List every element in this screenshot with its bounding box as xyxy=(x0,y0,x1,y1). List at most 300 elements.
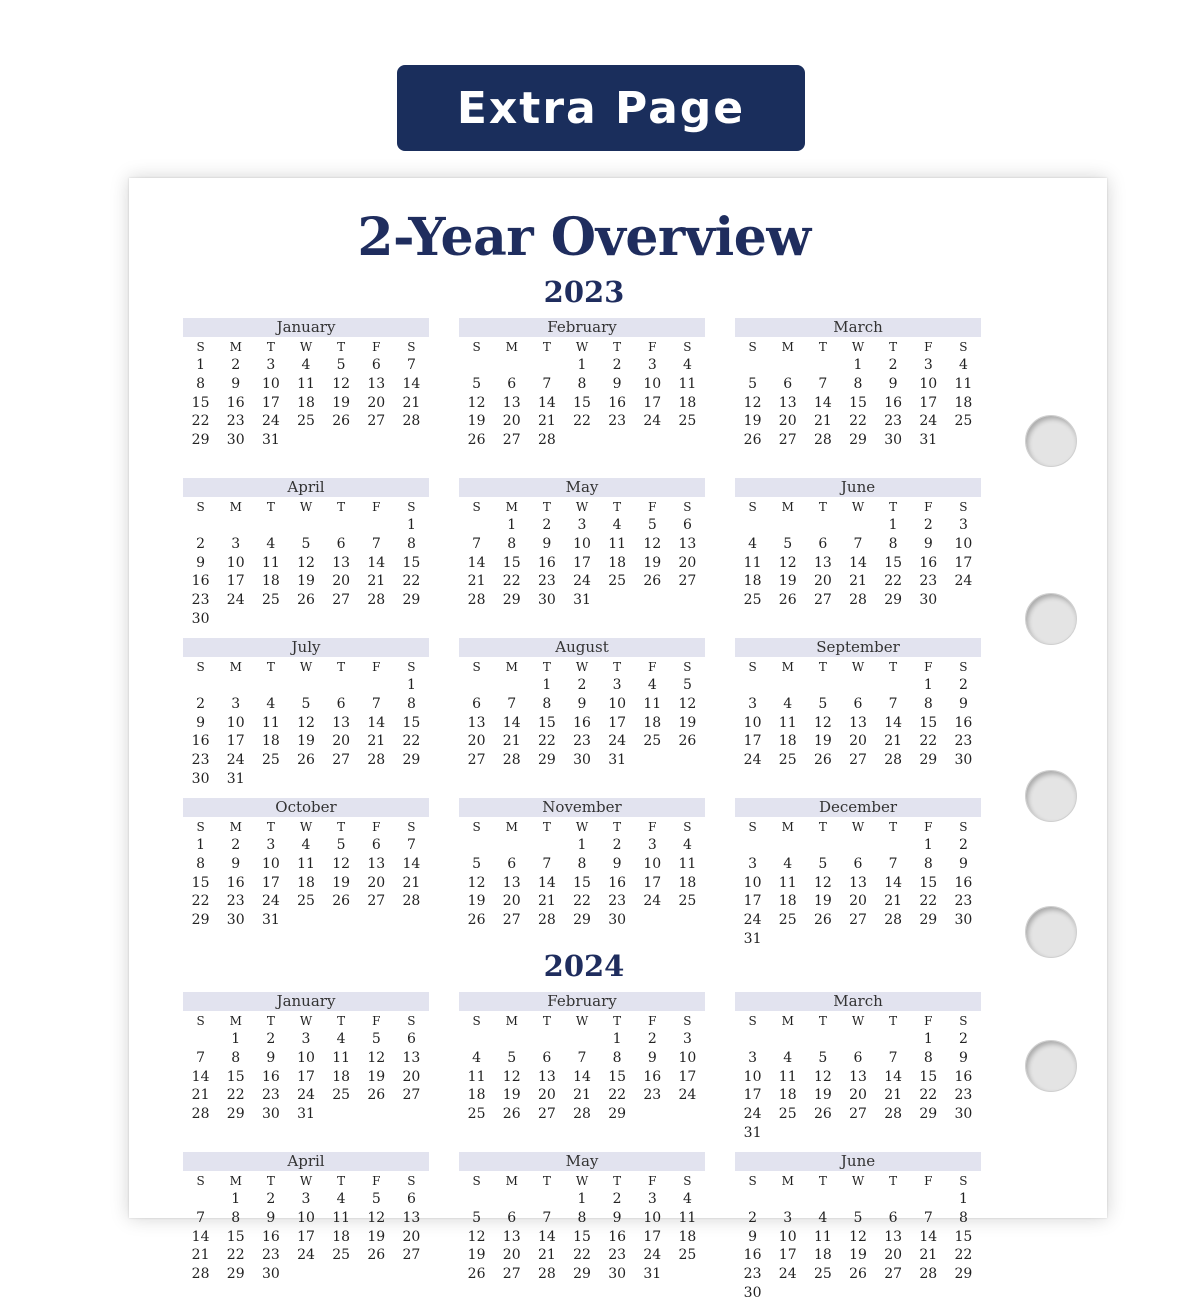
day-number: 18 xyxy=(813,1247,832,1264)
day-number: 6 xyxy=(853,1049,863,1066)
day-number: 24 xyxy=(297,1247,315,1264)
day-number: 12 xyxy=(332,375,351,392)
day-number: 5 xyxy=(818,1049,828,1066)
day-number: 3 xyxy=(266,837,276,853)
day-grid xyxy=(459,1171,705,1284)
empty-day xyxy=(840,1030,875,1049)
day-number: 24 xyxy=(261,413,280,430)
day-grid xyxy=(735,657,981,770)
day-number: 20 xyxy=(367,394,386,411)
day-number: 2 xyxy=(196,695,206,712)
day-number: 5 xyxy=(748,375,758,392)
day-number: 2 xyxy=(748,1209,758,1226)
weekday-header: T xyxy=(337,660,346,674)
day-number: 12 xyxy=(332,855,351,872)
weekday-header: S xyxy=(683,820,692,834)
day-number: 6 xyxy=(507,855,517,872)
day-number: 28 xyxy=(402,413,421,430)
day-number: 4 xyxy=(472,1049,482,1066)
weekday-header: M xyxy=(229,500,242,514)
empty-day xyxy=(840,676,875,695)
day-number: 18 xyxy=(261,733,280,750)
day-number: 23 xyxy=(608,1247,627,1264)
day-number: 17 xyxy=(643,1228,662,1245)
day-number: 25 xyxy=(743,592,762,609)
day-number: 22 xyxy=(849,413,867,430)
day-number: 16 xyxy=(954,874,973,891)
weekday-header: W xyxy=(299,660,313,674)
empty-day xyxy=(770,836,805,855)
empty-day xyxy=(529,836,564,855)
day-number: 9 xyxy=(196,714,206,731)
day-number: 25 xyxy=(297,413,315,430)
day-number: 1 xyxy=(923,1031,933,1047)
weekday-header: T xyxy=(613,500,622,514)
weekday-header: W xyxy=(575,1014,589,1028)
day-number: 20 xyxy=(884,1247,903,1264)
day-number: 9 xyxy=(958,695,968,712)
day-number: 19 xyxy=(813,893,832,910)
day-number: 25 xyxy=(608,573,627,590)
month-name: March xyxy=(735,992,981,1011)
day-number: 27 xyxy=(849,1106,867,1123)
day-number: 8 xyxy=(196,375,206,392)
day-number: 11 xyxy=(261,554,280,571)
day-number: 16 xyxy=(191,733,210,750)
day-number: 26 xyxy=(678,733,697,750)
day-number: 13 xyxy=(778,394,797,411)
day-number: 2 xyxy=(958,1031,968,1047)
day-number: 10 xyxy=(573,535,591,552)
day-number: 8 xyxy=(923,695,933,712)
day-number: 12 xyxy=(297,554,315,571)
day-number: 19 xyxy=(849,1247,867,1264)
month-block xyxy=(459,478,705,610)
day-number: 12 xyxy=(743,394,762,411)
weekday-header: F xyxy=(372,660,381,674)
day-number: 24 xyxy=(261,893,280,910)
day-number: 23 xyxy=(191,592,210,609)
day-number: 7 xyxy=(577,1049,587,1066)
day-number: 10 xyxy=(743,1068,762,1085)
day-number: 18 xyxy=(778,893,797,910)
day-number: 31 xyxy=(919,432,938,449)
day-number: 15 xyxy=(919,1068,938,1085)
day-number: 27 xyxy=(813,592,832,609)
day-number: 18 xyxy=(467,1087,486,1104)
day-number: 16 xyxy=(261,1228,280,1245)
empty-day xyxy=(770,1190,805,1209)
month-block xyxy=(183,798,429,930)
month-block xyxy=(459,1152,705,1284)
day-number: 8 xyxy=(923,1049,933,1066)
day-number: 26 xyxy=(332,893,351,910)
weekday-header: T xyxy=(613,1014,622,1028)
day-number: 19 xyxy=(367,1068,386,1085)
day-number: 27 xyxy=(402,1087,421,1104)
day-number: 11 xyxy=(332,1049,351,1066)
day-number: 5 xyxy=(682,677,692,693)
weekday-header: W xyxy=(851,340,865,354)
day-number: 1 xyxy=(542,677,552,693)
day-number: 29 xyxy=(502,592,521,609)
day-number: 17 xyxy=(743,733,762,750)
day-number: 19 xyxy=(332,874,351,891)
day-number: 19 xyxy=(813,1087,832,1104)
day-number: 7 xyxy=(196,1049,206,1066)
day-number: 14 xyxy=(367,554,386,571)
empty-day xyxy=(459,676,494,695)
day-number: 27 xyxy=(502,1266,521,1283)
day-number: 17 xyxy=(778,1247,797,1264)
day-number: 3 xyxy=(923,357,933,373)
day-number: 21 xyxy=(191,1247,210,1264)
day-number: 20 xyxy=(849,733,867,750)
day-number: 2 xyxy=(542,517,552,533)
day-number: 10 xyxy=(261,375,280,392)
day-number: 27 xyxy=(332,592,351,609)
day-number: 13 xyxy=(402,1049,421,1066)
day-number: 26 xyxy=(813,1106,832,1123)
day-number: 1 xyxy=(231,1031,241,1047)
day-number: 22 xyxy=(191,413,210,430)
day-number: 25 xyxy=(332,1247,351,1264)
month-block xyxy=(735,318,981,450)
weekday-header: W xyxy=(851,500,865,514)
day-number: 24 xyxy=(778,1266,797,1283)
day-number: 7 xyxy=(507,695,517,712)
day-number: 17 xyxy=(643,874,662,891)
weekday-header: F xyxy=(924,340,933,354)
day-number: 19 xyxy=(502,1087,521,1104)
day-number: 26 xyxy=(502,1106,521,1123)
weekday-header: F xyxy=(372,1174,381,1188)
day-number: 8 xyxy=(888,535,898,552)
calendar-page xyxy=(129,178,1107,1301)
day-number: 4 xyxy=(682,1191,692,1207)
day-number: 27 xyxy=(467,752,486,769)
month-name: August xyxy=(459,638,705,657)
weekday-header: T xyxy=(818,660,827,674)
day-number: 6 xyxy=(472,695,482,712)
weekday-header: S xyxy=(748,500,757,514)
weekday-header: F xyxy=(648,660,657,674)
empty-day xyxy=(770,356,805,375)
weekday-header: T xyxy=(542,1014,551,1028)
day-number: 15 xyxy=(402,714,421,731)
day-number: 12 xyxy=(813,714,832,731)
day-number: 19 xyxy=(332,394,351,411)
day-number: 26 xyxy=(297,752,315,769)
day-number: 18 xyxy=(297,394,315,411)
empty-day xyxy=(770,676,805,695)
day-number: 3 xyxy=(682,1031,692,1047)
day-number: 24 xyxy=(678,1087,697,1104)
day-number: 8 xyxy=(577,855,587,872)
weekday-header: S xyxy=(196,1174,205,1188)
day-number: 15 xyxy=(191,394,210,411)
empty-day xyxy=(183,1190,218,1209)
day-number: 4 xyxy=(818,1209,828,1226)
day-number: 14 xyxy=(502,714,521,731)
day-number: 13 xyxy=(367,375,386,392)
day-number: 24 xyxy=(573,573,591,590)
weekday-header: T xyxy=(337,500,346,514)
day-number: 5 xyxy=(301,695,311,712)
day-number: 12 xyxy=(467,394,486,411)
weekday-header: S xyxy=(407,1174,416,1188)
day-number: 6 xyxy=(507,1209,517,1226)
day-number: 23 xyxy=(884,413,903,430)
month-block xyxy=(183,1152,429,1284)
weekday-header: W xyxy=(575,500,589,514)
day-number: 8 xyxy=(577,375,587,392)
day-number: 2 xyxy=(231,837,241,853)
day-number: 7 xyxy=(853,535,863,552)
day-number: 24 xyxy=(643,1247,662,1264)
day-number: 1 xyxy=(406,677,416,693)
day-number: 17 xyxy=(297,1068,315,1085)
day-number: 5 xyxy=(336,357,346,373)
day-number: 13 xyxy=(367,855,386,872)
empty-day xyxy=(735,516,770,535)
day-number: 5 xyxy=(853,1209,863,1226)
day-number: 10 xyxy=(643,375,662,392)
day-number: 17 xyxy=(608,714,627,731)
day-number: 21 xyxy=(402,874,421,891)
day-number: 2 xyxy=(231,357,241,373)
day-number: 30 xyxy=(261,1106,280,1123)
day-number: 5 xyxy=(472,1209,482,1226)
day-number: 3 xyxy=(958,517,968,533)
day-number: 16 xyxy=(643,1068,662,1085)
day-number: 23 xyxy=(954,893,973,910)
day-number: 26 xyxy=(467,432,486,449)
day-grid xyxy=(735,337,981,450)
day-number: 3 xyxy=(301,1191,311,1207)
day-number: 26 xyxy=(778,592,797,609)
day-number: 12 xyxy=(849,1228,867,1245)
day-number: 4 xyxy=(748,535,758,552)
weekday-header: F xyxy=(372,820,381,834)
weekday-header: F xyxy=(372,500,381,514)
day-number: 2 xyxy=(196,535,206,552)
day-number: 28 xyxy=(919,1266,938,1283)
day-number: 23 xyxy=(608,893,627,910)
day-number: 31 xyxy=(743,930,762,947)
day-number: 15 xyxy=(226,1228,245,1245)
day-number: 15 xyxy=(608,1068,627,1085)
weekday-header: W xyxy=(575,1174,589,1188)
day-number: 18 xyxy=(297,874,315,891)
day-number: 13 xyxy=(537,1068,556,1085)
day-number: 28 xyxy=(191,1266,210,1283)
day-number: 13 xyxy=(502,874,521,891)
day-number: 14 xyxy=(813,394,832,411)
day-number: 12 xyxy=(297,714,315,731)
day-number: 26 xyxy=(367,1247,386,1264)
empty-day xyxy=(529,1190,564,1209)
day-number: 25 xyxy=(778,912,797,929)
weekday-header: F xyxy=(648,340,657,354)
binder-hole xyxy=(1025,906,1077,958)
day-number: 20 xyxy=(849,893,867,910)
weekday-header: M xyxy=(781,660,794,674)
day-number: 3 xyxy=(647,837,657,853)
year-heading: 2024 xyxy=(543,949,625,983)
day-number: 22 xyxy=(573,893,591,910)
day-number: 4 xyxy=(612,517,622,533)
weekday-header: S xyxy=(407,340,416,354)
day-number: 16 xyxy=(191,573,210,590)
empty-day xyxy=(359,676,394,695)
empty-day xyxy=(735,1190,770,1209)
day-number: 31 xyxy=(743,1124,762,1141)
weekday-header: T xyxy=(889,660,898,674)
day-number: 1 xyxy=(853,357,863,373)
day-number: 16 xyxy=(261,1068,280,1085)
weekday-header: W xyxy=(299,820,313,834)
empty-day xyxy=(876,676,911,695)
day-number: 15 xyxy=(573,1228,591,1245)
day-number: 6 xyxy=(818,535,828,552)
day-number: 8 xyxy=(196,855,206,872)
month-block xyxy=(459,638,705,770)
empty-day xyxy=(253,676,288,695)
day-number: 23 xyxy=(919,573,938,590)
day-number: 20 xyxy=(537,1087,556,1104)
day-number: 2 xyxy=(923,517,933,533)
day-number: 6 xyxy=(336,695,346,712)
empty-day xyxy=(770,516,805,535)
weekday-header: W xyxy=(851,1014,865,1028)
empty-day xyxy=(840,836,875,855)
day-number: 9 xyxy=(542,535,552,552)
empty-day xyxy=(288,676,323,695)
day-number: 1 xyxy=(923,837,933,853)
weekday-header: T xyxy=(889,340,898,354)
day-number: 2 xyxy=(612,837,622,853)
day-number: 29 xyxy=(402,592,421,609)
day-number: 10 xyxy=(226,714,245,731)
day-number: 5 xyxy=(507,1049,517,1066)
day-number: 3 xyxy=(748,1049,758,1066)
weekday-header: S xyxy=(683,340,692,354)
weekday-header: T xyxy=(266,500,275,514)
day-number: 13 xyxy=(502,1228,521,1245)
day-number: 23 xyxy=(608,413,627,430)
day-number: 27 xyxy=(367,413,386,430)
day-number: 30 xyxy=(608,1266,627,1283)
day-number: 18 xyxy=(954,394,973,411)
weekday-header: M xyxy=(781,340,794,354)
weekday-header: W xyxy=(851,820,865,834)
day-number: 4 xyxy=(336,1031,346,1047)
day-number: 20 xyxy=(849,1087,867,1104)
day-number: 25 xyxy=(678,413,697,430)
day-number: 3 xyxy=(231,695,241,712)
day-number: 18 xyxy=(332,1068,351,1085)
month-block xyxy=(735,1152,981,1303)
day-number: 17 xyxy=(954,554,973,571)
day-number: 9 xyxy=(231,855,241,872)
day-number: 2 xyxy=(266,1191,276,1207)
month-block xyxy=(183,318,429,450)
weekday-header: F xyxy=(924,820,933,834)
weekday-header: S xyxy=(683,660,692,674)
day-number: 22 xyxy=(884,573,903,590)
day-number: 14 xyxy=(573,1068,591,1085)
month-name: April xyxy=(183,1152,429,1171)
day-number: 7 xyxy=(888,695,898,712)
weekday-header: S xyxy=(472,1174,481,1188)
weekday-header: S xyxy=(959,500,968,514)
binder-hole xyxy=(1025,770,1077,822)
day-number: 22 xyxy=(191,893,210,910)
day-number: 3 xyxy=(748,695,758,712)
day-number: 11 xyxy=(297,855,315,872)
weekday-header: F xyxy=(372,1014,381,1028)
day-number: 5 xyxy=(818,855,828,872)
empty-day xyxy=(494,1030,529,1049)
day-number: 21 xyxy=(537,413,556,430)
day-number: 5 xyxy=(371,1191,381,1207)
month-name: January xyxy=(183,318,429,337)
day-number: 6 xyxy=(371,357,381,373)
day-number: 25 xyxy=(332,1087,351,1104)
empty-day xyxy=(735,676,770,695)
empty-day xyxy=(911,1190,946,1209)
day-number: 11 xyxy=(743,554,762,571)
day-number: 30 xyxy=(191,610,210,627)
day-number: 20 xyxy=(332,733,351,750)
day-number: 23 xyxy=(191,752,210,769)
day-number: 16 xyxy=(919,554,938,571)
day-number: 31 xyxy=(608,752,627,769)
day-number: 13 xyxy=(849,874,867,891)
day-number: 29 xyxy=(919,912,938,929)
binder-hole xyxy=(1025,1040,1077,1092)
weekday-header: F xyxy=(648,1174,657,1188)
day-number: 29 xyxy=(573,912,591,929)
day-number: 14 xyxy=(537,1228,556,1245)
weekday-header: M xyxy=(229,340,242,354)
day-number: 23 xyxy=(226,893,245,910)
day-number: 31 xyxy=(261,432,280,449)
day-number: 11 xyxy=(813,1228,832,1245)
day-number: 24 xyxy=(743,1106,762,1123)
day-number: 5 xyxy=(371,1031,381,1047)
empty-day xyxy=(876,836,911,855)
day-number: 31 xyxy=(573,592,591,609)
day-number: 31 xyxy=(297,1106,315,1123)
day-number: 19 xyxy=(678,714,697,731)
weekday-header: F xyxy=(924,1014,933,1028)
day-number: 13 xyxy=(332,554,351,571)
day-number: 22 xyxy=(573,413,591,430)
day-number: 15 xyxy=(226,1068,245,1085)
day-number: 7 xyxy=(196,1209,206,1226)
day-number: 7 xyxy=(888,855,898,872)
weekday-header: M xyxy=(505,1174,518,1188)
day-number: 26 xyxy=(332,413,351,430)
day-number: 28 xyxy=(537,1266,556,1283)
day-number: 12 xyxy=(678,695,697,712)
weekday-header: W xyxy=(851,660,865,674)
day-number: 28 xyxy=(191,1106,210,1123)
day-number: 14 xyxy=(884,714,903,731)
weekday-header: S xyxy=(472,1014,481,1028)
